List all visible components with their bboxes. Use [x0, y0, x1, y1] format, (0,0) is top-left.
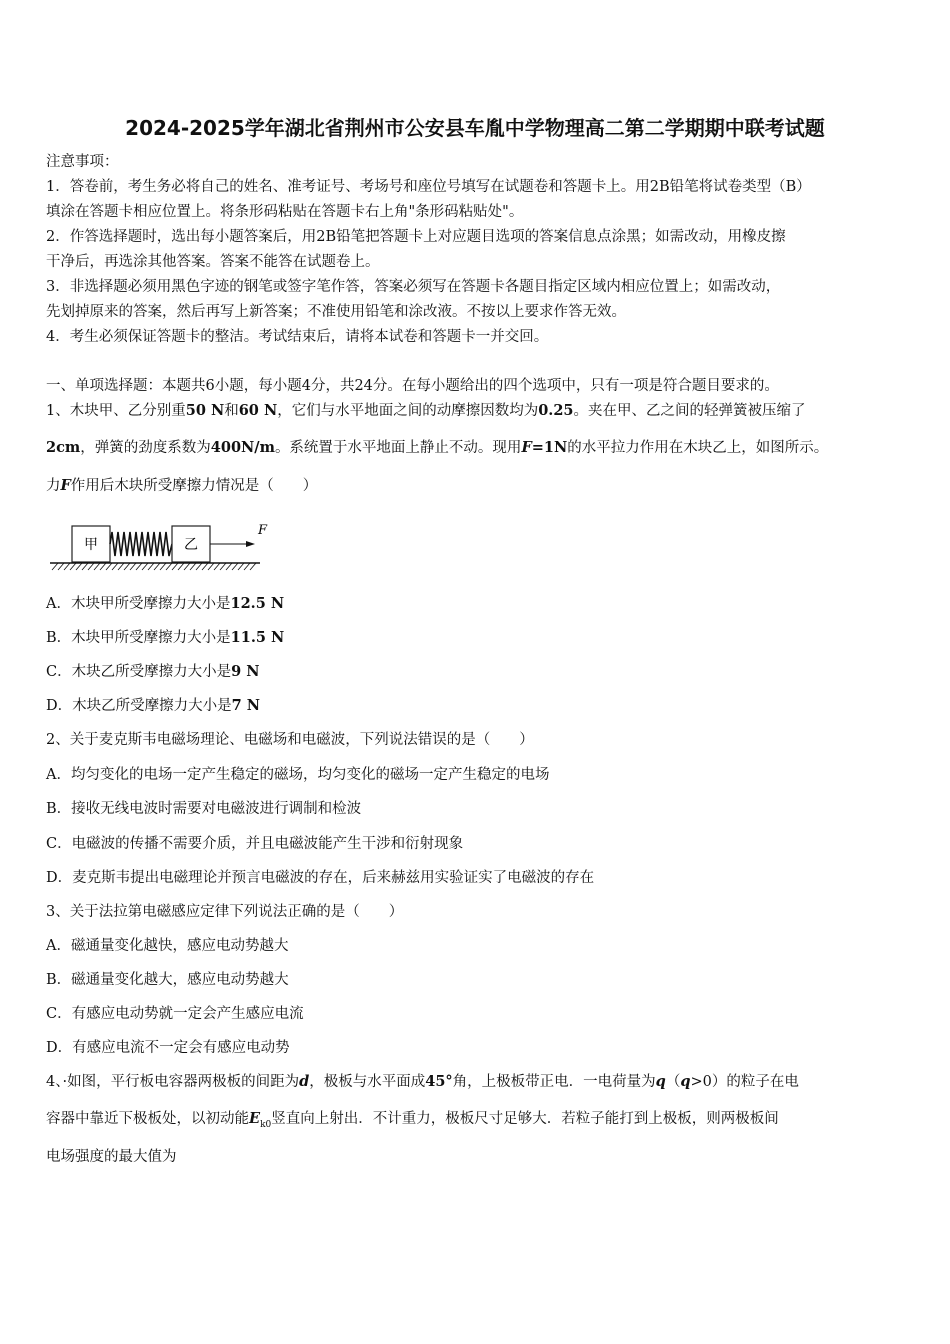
- option-text: A．木块甲所受摩擦力大小是: [46, 596, 231, 612]
- section-heading: 一、单项选择题：本题共6小题，每小题4分，共24分。在每小题给出的四个选项中，只有一项是符合题目要求的。: [46, 378, 779, 394]
- q1-text: ，它们与水平地面之间的动摩擦因数均为: [277, 403, 539, 419]
- option-value: 9 N: [231, 663, 260, 680]
- q4-q: q: [655, 1073, 666, 1090]
- q3-stem: 3、关于法拉第电磁感应定律下列说法正确的是（ ）: [46, 904, 404, 920]
- notice-line-2: 填涂在答题卡相应位置上。将条形码粘贴在答题卡右上角"条形码粘贴处"。: [46, 204, 524, 220]
- notice-line-1: 1．答卷前，考生务必将自己的姓名、准考证号、考场号和座位号填写在试题卷和答题卡上。用2B铅笔将试卷类型（B）: [46, 179, 811, 195]
- spring-coil: [110, 532, 172, 556]
- q4-text: 竖直向上射出．不计重力，极板尺寸足够大．若粒子能打到上极板，则两极板间: [271, 1111, 779, 1127]
- q4-line-3: 电场强度的最大值为: [46, 1149, 177, 1165]
- q4-energy-sub: k0: [260, 1119, 272, 1130]
- q3-option-d[interactable]: D．有感应电流不一定会有感应电动势: [46, 1040, 290, 1056]
- q1-compression: 2cm: [46, 439, 81, 456]
- q2-option-a[interactable]: A．均匀变化的电场一定产生稳定的磁场，均匀变化的磁场一定产生稳定的电场: [46, 767, 550, 783]
- q4-text: （: [665, 1074, 681, 1090]
- q1-text: 作用后木块所受摩擦力情况是（ ）: [70, 478, 318, 494]
- block-yi-label: 乙: [184, 537, 198, 553]
- q1-force-symbol: F: [60, 477, 71, 494]
- notice-line-6: 先划掉原来的答案，然后再写上新答案；不准使用铅笔和涂改液。不按以上要求作答无效。: [46, 304, 626, 320]
- q1-text: 1、木块甲、乙分别重: [46, 403, 186, 419]
- q4-line-1: [46, 1072, 916, 1092]
- q1-text: 力: [46, 478, 61, 494]
- q4-energy: E: [249, 1110, 261, 1127]
- notice-line-5: 3．非选择题必须用黑色字迹的钢笔或签字笔作答，答案必须写在答题卡各题目指定区域内相应位置上；如需改动，: [46, 279, 781, 295]
- q1-weight-yi: 60 N: [238, 402, 278, 419]
- option-value: 7 N: [231, 697, 261, 714]
- q1-weight-jia: 50 N: [185, 402, 225, 419]
- option-text: D．木块乙所受摩擦力大小是: [46, 698, 232, 714]
- q1-force-value: =1N: [531, 439, 568, 456]
- q3-option-a[interactable]: A．磁通量变化越快，感应电动势越大: [46, 938, 289, 954]
- force-label: F: [258, 523, 268, 538]
- q1-text: ，弹簧的劲度系数为: [80, 440, 211, 456]
- q1-option-a[interactable]: [46, 594, 916, 614]
- notice-line-7: 4．考生必须保证答题卡的整洁。考试结束后，请将本试卷和答题卡一并交回。: [46, 329, 549, 345]
- q2-option-b[interactable]: B．接收无线电波时需要对电磁波进行调制和检波: [46, 801, 362, 817]
- q3-option-b[interactable]: B．磁通量变化越大，感应电动势越大: [46, 972, 289, 988]
- q1-text: 。系统置于水平地面上静止不动。现用: [274, 440, 522, 456]
- q1-option-b[interactable]: [46, 628, 916, 648]
- q4-text: 4、·如图，平行板电容器两极板的间距为: [46, 1074, 300, 1090]
- q1-force-symbol: F: [521, 439, 532, 456]
- q1-k: 400N/m: [210, 439, 275, 456]
- q4-text: ，极板与水平面成: [309, 1074, 426, 1090]
- option-value: 12.5 N: [230, 595, 285, 612]
- q1-line-2: [46, 438, 916, 458]
- q1-line-1: [46, 401, 916, 421]
- option-text: B．木块甲所受摩擦力大小是: [46, 630, 231, 646]
- q2-option-d[interactable]: D．麦克斯韦提出电磁理论并预言电磁波的存在，后来赫兹用实验证实了电磁波的存在: [46, 870, 595, 886]
- q3-option-c[interactable]: C．有感应电动势就一定会产生感应电流: [46, 1006, 304, 1022]
- q4-angle: 45°: [425, 1073, 453, 1090]
- q4-text: 角，上极板带正电．一电荷量为: [452, 1074, 656, 1090]
- q1-mu: 0.25: [538, 402, 574, 419]
- q1-option-c[interactable]: [46, 662, 916, 682]
- q1-line-3: [46, 476, 916, 496]
- notice-line-3: 2．作答选择题时，选出每小题答案后，用2B铅笔把答题卡上对应题目选项的答案信息点涂黑；如需改动，用橡皮擦: [46, 229, 786, 245]
- notice-line-4: 干净后，再选涂其他答案。答案不能答在试题卷上。: [46, 254, 380, 270]
- q4-text: >0）的粒子在电: [690, 1074, 799, 1090]
- q1-text: 和: [224, 403, 239, 419]
- force-arrow-head: [246, 541, 255, 547]
- q4-q: q: [680, 1073, 691, 1090]
- q1-text: 的水平拉力作用在木块乙上，如图所示。: [567, 440, 829, 456]
- q1-text: 。夹在甲、乙之间的轻弹簧被压缩了: [573, 403, 806, 419]
- ground-hatching: [52, 563, 256, 570]
- block-jia-label: 甲: [84, 537, 98, 553]
- q2-option-c[interactable]: C．电磁波的传播不需要介质，并且电磁波能产生干涉和衍射现象: [46, 836, 464, 852]
- option-value: 11.5 N: [230, 629, 285, 646]
- q4-line-2: [46, 1109, 916, 1135]
- q4-d: d: [299, 1073, 310, 1090]
- option-text: C．木块乙所受摩擦力大小是: [46, 664, 232, 680]
- q4-text: 容器中靠近下极板处，以初动能: [46, 1111, 249, 1127]
- q2-stem: 2、关于麦克斯韦电磁场理论、电磁场和电磁波，下列说法错误的是（ ）: [46, 732, 534, 748]
- q1-figure: [48, 518, 278, 578]
- exam-title: 2024-2025学年湖北省荆州市公安县车胤中学物理高二第二学期期中联考试题: [125, 116, 825, 140]
- notice-heading: 注意事项：: [46, 154, 119, 170]
- q1-option-d[interactable]: [46, 696, 916, 716]
